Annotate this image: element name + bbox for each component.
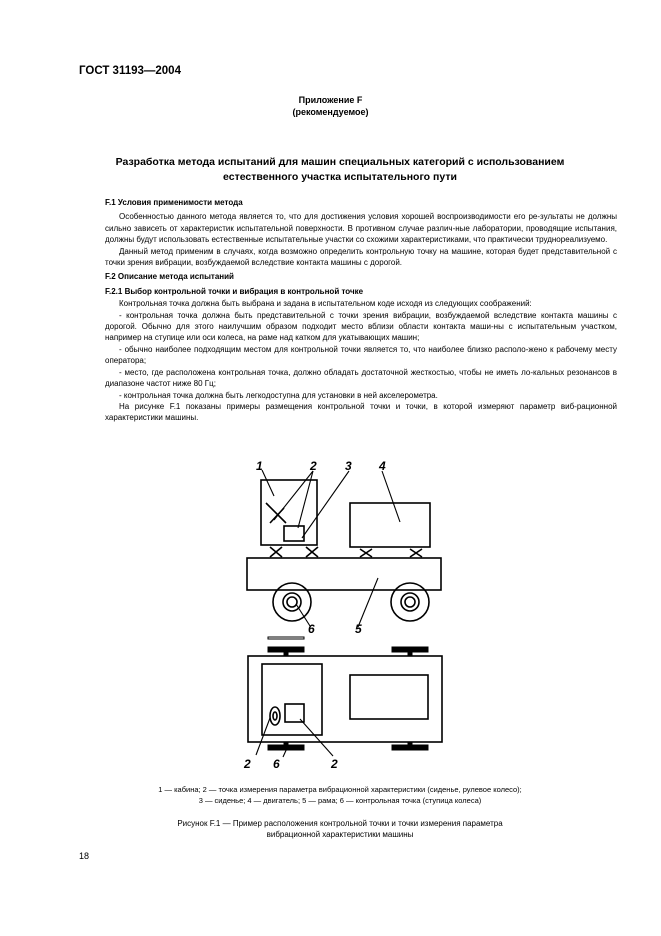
page-number: 18 [79, 851, 90, 861]
frame-plan-rect [248, 656, 442, 742]
cabin-plan-rect [262, 664, 322, 735]
frame-rect [247, 558, 441, 590]
seat-plan-rect [285, 704, 304, 722]
section-f2-heading: F.2 Описание метода испытаний [105, 272, 234, 282]
document-header: ГОСТ 31193—2004 [79, 65, 181, 77]
wheel-left [273, 583, 311, 621]
bullet-item-4: - контрольная точка должна быть легкодоступна для установки в ней акселерометра. [119, 390, 438, 400]
legend-line-1: 1 — кабина; 2 — точка измерения параметра вибрационной характеристики (сиденье, рулевое колесо); [158, 785, 522, 794]
label-top-3: 3 [345, 459, 352, 473]
leader-2a [274, 471, 313, 520]
title-line-1: Разработка метода испытаний для машин специальных категорий с использованием [115, 156, 565, 168]
label-bottom-2a: 2 [244, 757, 251, 771]
bullet-item-1: - контрольная точка должна быть представительной с точки зрения вибрации, возбуждаемой вследствие контакта машины с дорогой. Обычно для этого наилучшим образом подходит место вблизи области контакта маши-ны с испытательным участком, например на ступице или оси колеса, на раме над катком для укатывающих машин; [105, 310, 617, 343]
label-bottom-2b: 2 [331, 757, 338, 771]
label-top-4: 4 [379, 459, 386, 473]
label-top-2: 2 [310, 459, 317, 473]
bullet-item-2: - обычно наиболее подходящим местом для контрольной точки является то, что наиболее близко располо-жено к рабочему месту оператора; [105, 344, 617, 366]
figure-caption [100, 818, 580, 840]
engine-plan-rect [350, 675, 428, 719]
section-f2-paragraph-2: На рисунке F.1 показаны примеры размещения контрольной точки и точки, в которой измеряют параметр виб-рационной характеристики машины. [105, 401, 617, 423]
engine-rect [350, 503, 430, 547]
wheel-plan-fr [392, 647, 428, 652]
caption-line-1: Рисунок F.1 — Пример расположения контрольной точки и точки измерения параметра [177, 819, 503, 828]
section-f1-paragraph-2: Данный метод применим в случаях, когда возможно определить контрольную точку на машине, которая будет представительной с точки зрения вибрации, возбуждаемой вследствие контакта машины с дорогой. [105, 246, 617, 268]
figure-legend [100, 785, 580, 806]
legend-line-2: 3 — сиденье; 4 — двигатель; 5 — рама; 6 — контрольная точка (ступица колеса) [198, 795, 482, 805]
label-top-5: 5 [355, 622, 362, 636]
appendix-status: (рекомендуемое) [292, 107, 369, 117]
caption-line-2: вибрационной характеристики машины [266, 830, 414, 839]
label-top-1: 1 [256, 459, 263, 473]
section-f1-paragraph-1: Особенностью данного метода является то, что для достижения условия хорошей воспроизводимости его ре-зультаты не должны сильно зависеть от характеристик испытательной поверхности. В противном случае различ-ные лаборатории, проводящие испытания, должны будут использовать естественные испытательные участки со схожими характеристиками, что практически труднореализуемо. [105, 212, 617, 245]
section-f2-paragraph-1: Контрольная точка должна быть выбрана и задана в испытательном коде исходя из следующих соображений: [119, 299, 532, 309]
label-bottom-6: 6 [273, 757, 280, 771]
label-top-6: 6 [308, 622, 315, 636]
section-f21-heading: F.2.1 Выбор контрольной точки и вибрация в контрольной точке [105, 286, 364, 296]
bullet-item-3: - место, где расположена контрольная точка, должно обладать достаточной жесткостью, чтобы не иметь ло-кальных резонансов в диапазоне частот ниже 80 Гц; [105, 367, 617, 389]
wheel-plan-fl [268, 647, 304, 652]
wheel-plan-rr [392, 745, 428, 750]
appendix-name: Приложение F [298, 95, 363, 105]
section-f1-heading: F.1 Условия применимости метода [105, 198, 243, 207]
seat-rect [284, 526, 304, 541]
wheel-right [391, 583, 429, 621]
steering-wheel-plan [270, 707, 280, 725]
title-line-2: естественного участка испытательного пути [223, 171, 457, 183]
